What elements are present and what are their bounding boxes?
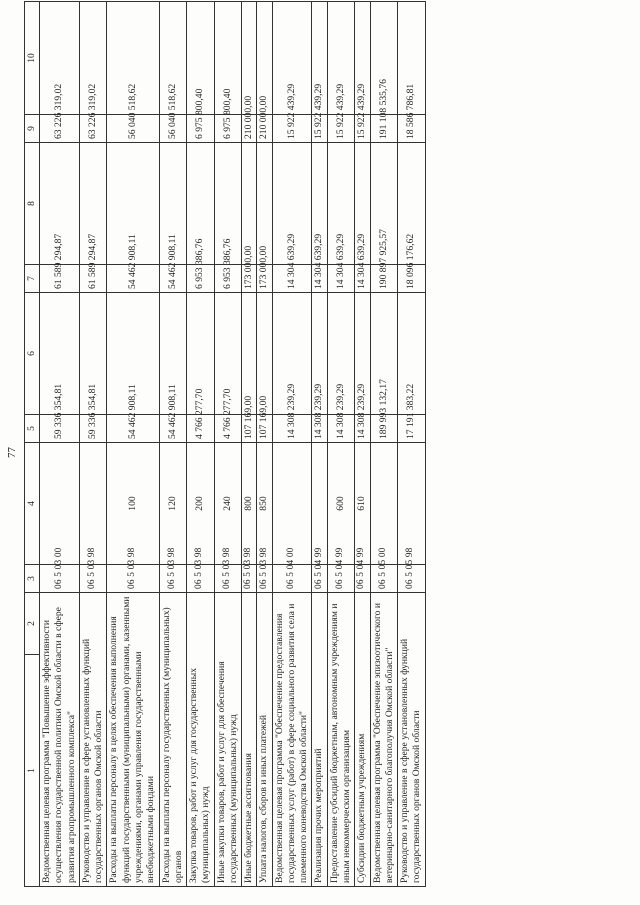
row-name-cell: Реализация прочих мероприятий: [312, 593, 327, 887]
row-vr-cell: 600: [327, 443, 355, 565]
row-vr-cell: 200: [187, 443, 215, 565]
table-row: [398, 2, 426, 887]
row-value-cell: 15 922 439,29: [312, 115, 327, 143]
row-value-cell: 18 096 176,62: [398, 265, 426, 293]
table-row: [257, 2, 272, 887]
row-code-cell: 06 5 03 98: [159, 565, 187, 593]
row-value-cell: 15 922 439,29: [327, 115, 355, 143]
table-row: [107, 2, 159, 887]
row-value-cell: 54 462 908,11: [159, 415, 187, 443]
row-value-cell: 59 336 354,81: [79, 415, 107, 443]
row-value-cell: 14 304 639,29: [272, 265, 312, 293]
row-vr-cell: 120: [159, 443, 187, 565]
header-cell: 7: [25, 265, 40, 293]
table-row: [242, 2, 257, 887]
row-value-cell: 14 308 239,29: [272, 415, 312, 443]
row-vr-cell: 850: [257, 443, 272, 565]
header-cell: 5: [25, 415, 40, 443]
row-code-cell: 06 5 03 98: [187, 565, 215, 593]
row-value-cell: 56 040 518,62: [107, 115, 159, 143]
table-row: [187, 2, 215, 887]
row-code-cell: 06 5 03 98: [257, 565, 272, 593]
header-cell: 10: [25, 2, 40, 115]
row-value-cell: 14 308 239,29: [312, 415, 327, 443]
row-code-cell: 06 5 05 98: [398, 565, 426, 593]
row-value-cell: 6 975 800,40: [214, 115, 242, 143]
header-cell: 3: [25, 565, 40, 593]
row-code-cell: 06 5 03 98: [242, 565, 257, 593]
row-name-cell: Иные закупки товаров, работ и услуг для обеспечения государственных (муниципальных) нужд: [214, 593, 242, 887]
row-value-cell: 107 169,00: [242, 415, 257, 443]
table-row: [327, 2, 355, 887]
table-row: [159, 2, 187, 887]
header-cell: 8: [25, 143, 40, 265]
header-cell: 4: [25, 443, 40, 565]
row-value-cell: 6 953 386,76: [187, 265, 215, 293]
row-value-cell: 210 000,00: [257, 115, 272, 143]
header-cell: 2: [25, 593, 40, 655]
row-value-cell: 54 462 908,11: [107, 265, 159, 293]
row-name-cell: Предоставление субсидий бюджетным, автономным учреждениям и иным некоммерческим организациям: [327, 593, 355, 887]
row-value-cell: 63 226 319,02: [40, 115, 80, 143]
row-value-cell: 14 304 639,29: [355, 265, 370, 293]
row-vr-cell: 100: [107, 443, 159, 565]
row-value-cell: 54 462 908,11: [107, 415, 159, 443]
row-name-cell: Закупка товаров, работ и услуг для государственных (муниципальных) нужд: [187, 593, 215, 887]
row-value-cell: 14 304 639,29: [327, 265, 355, 293]
row-value-cell: 17 191 383,22: [398, 415, 426, 443]
row-value-cell: 189 993 132,17: [370, 415, 398, 443]
row-value-cell: 173 000,00: [242, 265, 257, 293]
row-code-cell: 06 5 05 00: [370, 565, 398, 593]
row-value-cell: 18 586 786,81: [398, 115, 426, 143]
row-value-cell: 56 040 518,62: [159, 115, 187, 143]
row-code-cell: 06 5 03 98: [79, 565, 107, 593]
row-value-cell: 15 922 439,29: [272, 115, 312, 143]
row-value-cell: 63 226 319,02: [79, 115, 107, 143]
table-row: [370, 2, 398, 887]
row-name-cell: Ведомственная целевая программа "Повышение эффективности осуществления государственной политики Омской области в сфере развития агропромышленного комплекса": [40, 593, 80, 887]
row-value-cell: 4 766 277,70: [187, 415, 215, 443]
row-code-cell: 06 5 03 00: [40, 565, 80, 593]
row-code-cell: 06 5 04 99: [327, 565, 355, 593]
row-name-cell: Руководство и управление в сфере установленных функций государственных органов Омской области: [398, 593, 426, 887]
row-value-cell: 59 336 354,81: [40, 415, 80, 443]
budget-table: [24, 1, 426, 887]
row-name-cell: Субсидии бюджетным учреждениям: [355, 593, 370, 887]
header-row: [25, 2, 40, 887]
table-row: [40, 2, 80, 887]
header-cell: 9: [25, 115, 40, 143]
table-row: [312, 2, 327, 887]
row-value-cell: 190 897 925,57: [370, 265, 398, 293]
row-vr-cell: 240: [214, 443, 242, 565]
row-code-cell: 06 5 04 00: [272, 565, 312, 593]
row-name-cell: Ведомственная целевая программа "Обеспечение эпизоотического и ветеринарно-санитарного благополучия Омской области": [370, 593, 398, 887]
row-value-cell: 4 766 277,70: [214, 415, 242, 443]
row-value-cell: 61 589 294,87: [79, 265, 107, 293]
row-code-cell: 06 5 03 98: [107, 565, 159, 593]
row-value-cell: 191 108 535,76: [370, 115, 398, 143]
row-value-cell: 6 953 386,76: [214, 265, 242, 293]
header-cell: 6: [25, 293, 40, 415]
row-vr-cell: 800: [242, 443, 257, 565]
row-value-cell: 107 169,00: [257, 415, 272, 443]
row-name-cell: Расходы на выплаты персоналу государственных (муниципальных) органов: [159, 593, 187, 887]
row-code-cell: 06 5 04 99: [355, 565, 370, 593]
row-value-cell: 210 000,00: [242, 115, 257, 143]
row-vr-cell: 610: [355, 443, 370, 565]
table-row: [355, 2, 370, 887]
table-row: [272, 2, 312, 887]
row-name-cell: Уплата налогов, сборов и иных платежей: [257, 593, 272, 887]
row-name-cell: Расходы на выплаты персоналу в целях обеспечения выполнения функций государственными (муниципальными) органами, казенными учреждениями, органами управления государственными внебюджетными фондами: [107, 593, 159, 887]
row-value-cell: 14 304 639,29: [312, 265, 327, 293]
page-number: 77: [6, 447, 18, 458]
row-code-cell: 06 5 03 98: [214, 565, 242, 593]
row-name-cell: Иные бюджетные ассигнования: [242, 593, 257, 887]
row-code-cell: 06 5 04 99: [312, 565, 327, 593]
row-value-cell: 6 975 800,40: [187, 115, 215, 143]
row-value-cell: 14 308 239,29: [355, 415, 370, 443]
row-name-cell: Ведомственная целевая программа "Обеспечение предоставления государственных услуг (работ) в сфере социального развития села и племенного коневодства Омской области": [272, 593, 312, 887]
header-cell: 1: [25, 655, 40, 887]
row-value-cell: 61 589 294,87: [40, 265, 80, 293]
row-name-cell: Руководство и управление в сфере установленных функций государственных органов Омской области: [79, 593, 107, 887]
row-value-cell: 14 308 239,29: [327, 415, 355, 443]
row-value-cell: 54 462 908,11: [159, 265, 187, 293]
table-row: [214, 2, 242, 887]
row-value-cell: 173 000,00: [257, 265, 272, 293]
row-value-cell: 15 922 439,29: [355, 115, 370, 143]
table-row: [79, 2, 107, 887]
